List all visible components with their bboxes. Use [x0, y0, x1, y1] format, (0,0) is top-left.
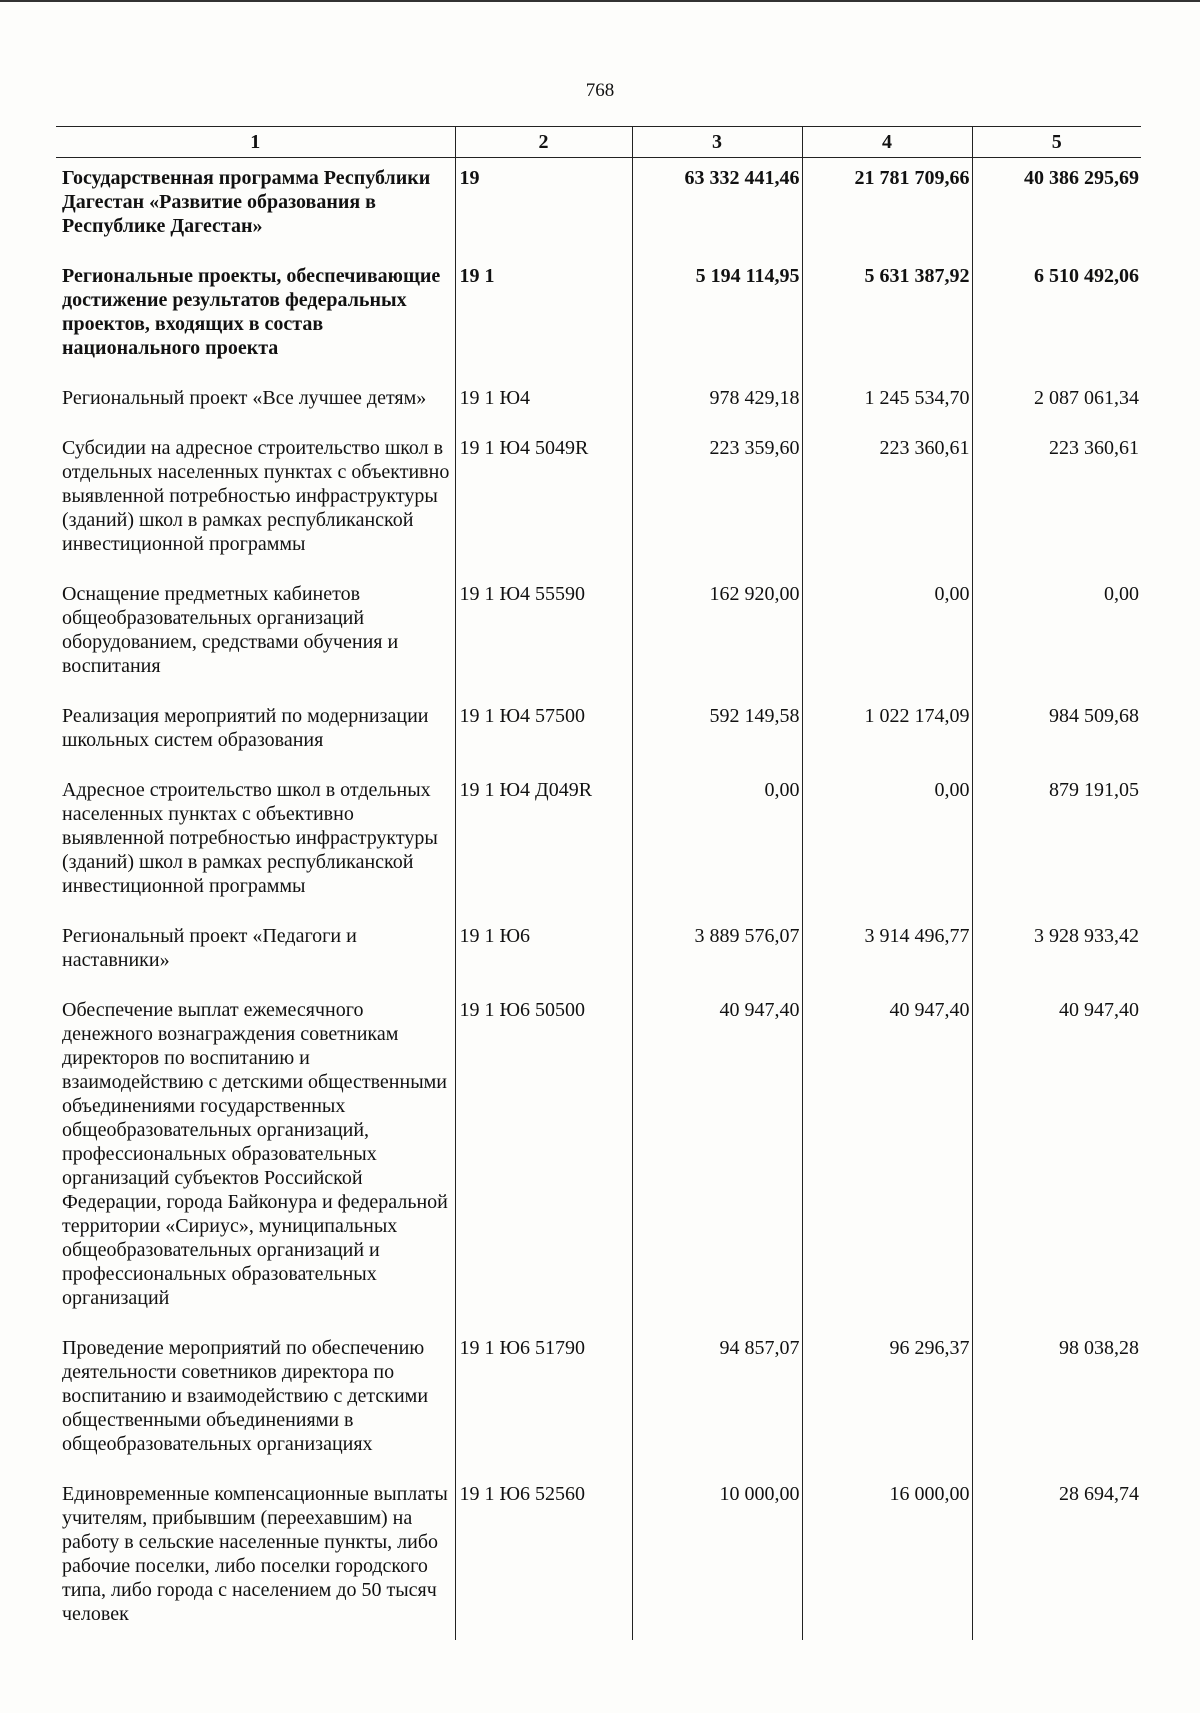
table-row	[56, 704, 1141, 778]
column-header: 2	[455, 127, 632, 158]
row-value-col4: 223 360,61	[802, 436, 972, 582]
page-number: 768	[585, 80, 615, 101]
column-header: 1	[56, 127, 455, 158]
row-value-col4: 40 947,40	[802, 998, 972, 1336]
row-value-col4: 1 022 174,09	[802, 704, 972, 778]
row-value-col3: 40 947,40	[632, 998, 802, 1336]
column-header: 3	[632, 127, 802, 158]
row-code-cell: 19 1 Ю4 Д049R	[455, 778, 632, 924]
row-value-col5: 2 087 061,34	[972, 386, 1141, 436]
row-value-col3: 94 857,07	[632, 1336, 802, 1482]
row-code-cell: 19 1 Ю4	[455, 386, 632, 436]
column-header: 4	[802, 127, 972, 158]
row-value-col4: 0,00	[802, 778, 972, 924]
row-code-cell: 19 1 Ю4 55590	[455, 582, 632, 704]
row-value-col3: 10 000,00	[632, 1482, 802, 1640]
row-value-col5: 40 947,40	[972, 998, 1141, 1336]
table-row	[56, 264, 1141, 386]
row-name-cell: Реализация мероприятий по модернизации школьных систем образования	[62, 705, 429, 751]
row-name-cell: Государственная программа Республики Дагестан «Развитие образования в Республике Дагестан»	[62, 167, 431, 237]
row-value-col4: 3 914 496,77	[802, 924, 972, 998]
row-value-col5: 3 928 933,42	[972, 924, 1141, 998]
row-code-cell: 19 1 Ю4 5049R	[455, 436, 632, 582]
row-value-col5: 879 191,05	[972, 778, 1141, 924]
row-value-col3: 5 194 114,95	[632, 264, 802, 386]
row-value-col5: 223 360,61	[972, 436, 1141, 582]
row-code-cell: 19 1 Ю6 51790	[455, 1336, 632, 1482]
table-row	[56, 158, 1141, 265]
row-value-col5: 98 038,28	[972, 1336, 1141, 1482]
row-value-col3: 63 332 441,46	[632, 158, 802, 265]
row-value-col4: 96 296,37	[802, 1336, 972, 1482]
top-rule	[0, 0, 1200, 2]
table-row	[56, 924, 1141, 998]
row-name-cell: Единовременные компенсационные выплаты учителям, прибывшим (переехавшим) на работу в сельские населенные пункты, либо рабочие поселки, либо поселки городского типа, либо города с населением до 50 тысяч человек	[62, 1483, 448, 1625]
row-value-col5: 984 509,68	[972, 704, 1141, 778]
row-code-cell: 19 1 Ю4 57500	[455, 704, 632, 778]
column-header: 5	[972, 127, 1141, 158]
row-value-col3: 223 359,60	[632, 436, 802, 582]
row-name-cell: Региональный проект «Все лучшее детям»	[62, 387, 427, 409]
row-value-col4: 0,00	[802, 582, 972, 704]
table-row	[56, 1336, 1141, 1482]
row-code-cell: 19 1 Ю6 50500	[455, 998, 632, 1336]
row-value-col4: 21 781 709,66	[802, 158, 972, 265]
row-code-cell: 19 1	[455, 264, 632, 386]
table-row	[56, 582, 1141, 704]
row-name-cell: Региональный проект «Педагоги и наставники»	[62, 925, 357, 971]
table-row	[56, 778, 1141, 924]
row-value-col3: 3 889 576,07	[632, 924, 802, 998]
row-value-col5: 40 386 295,69	[972, 158, 1141, 265]
table-row	[56, 436, 1141, 582]
row-name-cell: Региональные проекты, обеспечивающие достижение результатов федеральных проектов, входящих в состав национального проекта	[62, 265, 441, 359]
row-code-cell: 19	[455, 158, 632, 265]
row-code-cell: 19 1 Ю6	[455, 924, 632, 998]
row-name-cell: Субсидии на адресное строительство школ в отдельных населенных пунктах с объективно выявленной потребностью инфраструктуры (зданий) школ в рамках республиканской инвестиционной программы	[62, 437, 450, 555]
row-value-col5: 0,00	[972, 582, 1141, 704]
table-row	[56, 386, 1141, 436]
row-name-cell: Оснащение предметных кабинетов общеобразовательных организаций оборудованием, средствами обучения и воспитания	[62, 583, 399, 677]
row-code-cell: 19 1 Ю6 52560	[455, 1482, 632, 1640]
row-name-cell: Обеспечение выплат ежемесячного денежного вознаграждения советникам директоров по воспитанию и взаимодействию с детскими общественными объединениями государственных общеобразовательных организаций, профессиональных образовательных организаций субъектов Российской Федерации, города Байконура и федеральной территории «Сириус», муниципальных общеобразовательных организаций и профессиональных образовательных организаций	[62, 999, 448, 1309]
budget-table	[56, 126, 1141, 1640]
table-row	[56, 998, 1141, 1336]
row-value-col3: 162 920,00	[632, 582, 802, 704]
row-name-cell: Адресное строительство школ в отдельных населенных пунктах с объективно выявленной потребностью инфраструктуры (зданий) школ в рамках республиканской инвестиционной программы	[62, 779, 438, 897]
row-value-col3: 592 149,58	[632, 704, 802, 778]
row-value-col5: 6 510 492,06	[972, 264, 1141, 386]
table-row	[56, 1482, 1141, 1640]
row-name-cell: Проведение мероприятий по обеспечению деятельности советников директора по воспитанию и взаимодействию с детскими общественными объединениями в общеобразовательных организациях	[62, 1337, 429, 1455]
row-value-col4: 5 631 387,92	[802, 264, 972, 386]
row-value-col3: 0,00	[632, 778, 802, 924]
row-value-col5: 28 694,74	[972, 1482, 1141, 1640]
row-value-col3: 978 429,18	[632, 386, 802, 436]
row-value-col4: 16 000,00	[802, 1482, 972, 1640]
row-value-col4: 1 245 534,70	[802, 386, 972, 436]
column-number-header	[56, 127, 1141, 158]
